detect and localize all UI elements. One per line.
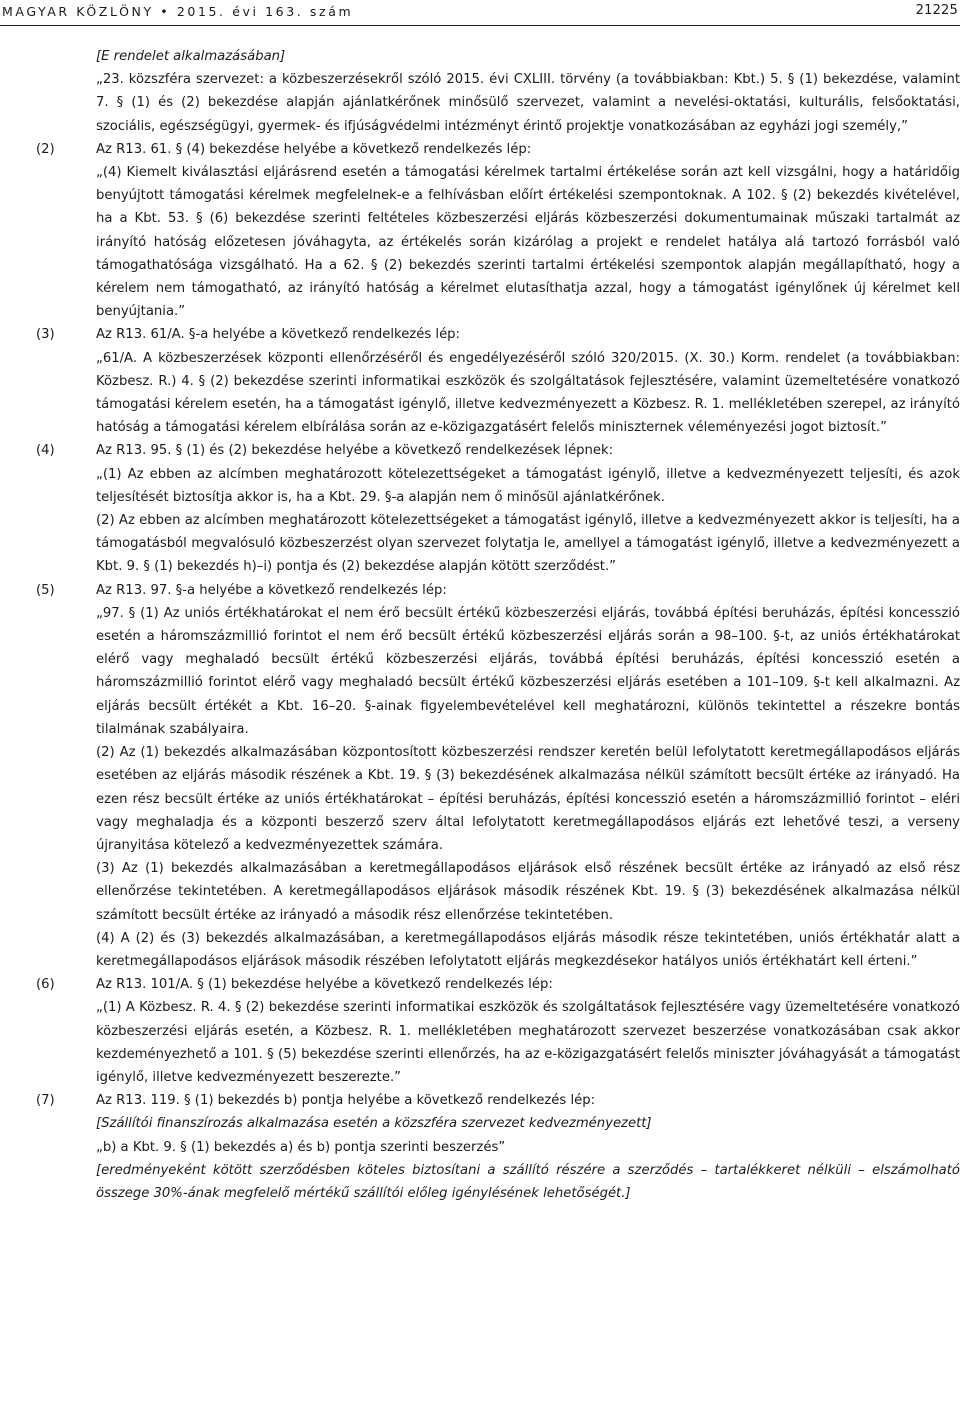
section-intro: Az R13. 61/A. §-a helyébe a következő rendelkezés lép: <box>96 327 460 343</box>
quoted-provision: (2) Az (1) bekezdés alkalmazásában központosított közbeszerzési rendszer keretén belül lefolytatott keretmegállapodásos eljárás esetében az eljárás második részének a Kbt. 19. § (3) bekezdésének alkalmazása nélkül számított becsült értéke az irányadó. Ha ezen rész becsült értéke az uniós értékhatárokat – építési beruházás, építési koncesszió esetén a háromszázmillió forintot – eléri vagy meghaladja és a központi beszerző szerv által lefolytatott keretmegállapodásos eljárás ezt lehetővé teszi, a verseny újranyitása kötelező a kedvezményezettek számára. <box>96 745 960 853</box>
quoted-provision: „(4) Kiemelt kiválasztási eljárásrend esetén a támogatási kérelmek tartalmi értékelése során azt kell vizsgálni, hogy a határidőig benyújtott támogatási kérelmek megfelelnek-e a felhívásban előírt értékelési szempontoknak. A 102. § (2) bekezdés kivételével, ha a Kbt. 53. § (6) bekezdése szerinti feltételes közbeszerzési eljárás közbeszerzési dokumentumainak műszaki tartalmát az irányító hatóság előzetesen jóváhagyta, az értékelés során kizárólag a projekt e rendelet hatálya alá tartozó forrásból való támogathatósága vizsgálható. Ha a 62. § (2) bekezdés szerinti tartalmi értékelési szempontok alapján megállapítható, hogy a kérelem nem támogatható, az irányító hatóság a kérelmet elutasíthatja azzal, hogy a támogatást igénylőnek új kérelmet kell benyújtania.” <box>96 165 960 320</box>
section-6 <box>0 973 960 996</box>
page-number: 21225 <box>915 3 958 18</box>
section-intro: Az R13. 97. §-a helyébe a következő rendelkezés lép: <box>96 582 447 598</box>
section-number: (4) <box>36 443 55 459</box>
quoted-provision: „61/A. A közbeszerzések központi ellenőrzéséről és engedélyezéséről szóló 320/2015. (X. 30.) Korm. rendelet (a továbbiakban: Közbesz. R.) 4. § (2) bekezdése szerinti informatikai eszközök és szolgáltatások fejlesztésére, valamint üzemeltetésére vonatkozó támogatási kérelem esetén, ha a támogatást igénylő, illetve kedvezményezett a Közbesz. R. 1. mellékletében szerepel, az irányító hatóság a támogatási kérelem elbírálása során az e-közigazgatásért felelős miniszternek véleményezési jogot biztosít.” <box>96 350 960 436</box>
publication-title: MAGYAR KÖZLÖNY • 2015. évi 163. szám <box>2 4 354 19</box>
quoted-provision: (2) Az ebben az alcímben meghatározott kötelezettségeket a támogatást igénylő, illetve a kedvezményezett akkor is teljesíti, ha a támogatásból megvalósuló közbeszerzést olyan szervezet folytatja le, amellyel a támogatást igénylő, illetve a kedvezményezett a Kbt. 9. § (1) bekezdés h)–i) pontja és (2) bekezdése alapján kötött szerződést.” <box>96 513 960 575</box>
section-intro: Az R13. 95. § (1) és (2) bekezdése helyébe a következő rendelkezések lépnek: <box>96 443 614 459</box>
running-header <box>0 0 960 22</box>
section-number: (5) <box>36 582 55 598</box>
context-note: [Szállítói finanszírozás alkalmazása esetén a közszféra szervezet kedvezményezett] <box>96 1116 652 1132</box>
quoted-provision: „97. § (1) Az uniós értékhatárokat el nem érő becsült értékű közbeszerzési eljárás, továbbá építési beruházás, építési koncesszió esetén a háromszázmillió forintot el nem érő becsült értékű közbeszerzési eljárás során a 98–100. §-t, az uniós értékhatárokat elérő vagy meghaladó becsült értékű közbeszerzési eljárás, továbbá építési beruházás, építési koncesszió esetén a háromszázmillió forintot elérő vagy meghaladó becsült értékű közbeszerzési eljárás esetében a 101–109. §-t kell alkalmazni. Az eljárás becsült értékét a Kbt. 16–20. §-ainak figyelembevételével kell meghatározni, különös tekintettel a részekre bontás tilalmának szabályaira. <box>96 605 960 737</box>
section-4 <box>0 439 960 462</box>
amended-definition: „23. közszféra szervezet: a közbeszerzésekről szóló 2015. évi CXLIII. törvény (a továbbiakban: Kbt.) 5. § (1) bekezdése, valamint 7. § (1) és (2) bekezdése alapján ajánlatkérőnek minősülő szervezet, valamint a nevelési-oktatási, kulturális, felsőoktatási, szociális, egészségügyi, gyermek- és ifjúságvédelmi intézményt érintő projektje vonatkozásában az egyházi jogi személy,” <box>96 72 960 134</box>
context-note: [eredményeként kötött szerződésben köteles biztosítani a szállító részére a szerződés – tartalékkeret nélküli – elszámolható összege 30%-ának megfelelő mértékű szállítói előleg igénylésének lehetőségét.] <box>96 1162 960 1201</box>
section-number: (3) <box>36 327 55 343</box>
quoted-provision: „b) a Kbt. 9. § (1) bekezdés a) és b) pontja szerinti beszerzés” <box>96 1139 506 1155</box>
section-number: (6) <box>36 977 55 993</box>
section-5 <box>0 579 960 602</box>
quoted-provision: „(1) Az ebben az alcímben meghatározott kötelezettségeket a támogatást igénylő, illetve a kedvezményezett teljesíti, és azok teljesítését biztosítja akkor is, ha a Kbt. 29. §-a alapján nem ő minősül ajánlatkérőnek. <box>96 466 960 505</box>
section-number: (2) <box>36 141 55 157</box>
document-body <box>0 45 960 1205</box>
section-7 <box>0 1089 960 1112</box>
context-note: [E rendelet alkalmazásában] <box>96 49 286 64</box>
header-rule <box>0 25 960 26</box>
quoted-provision: (4) A (2) és (3) bekezdés alkalmazásában, a keretmegállapodásos eljárás második része tekintetében, uniós értékhatár alatt a keretmegállapodásos eljárások második részében lefolytatott eljárás megkezdésekor hatályos uniós értékhatárt kell érteni.” <box>96 930 960 969</box>
section-2 <box>0 138 960 161</box>
section-number: (7) <box>36 1093 55 1109</box>
quoted-provision: (3) Az (1) bekezdés alkalmazásában a keretmegállapodásos eljárások első részének becsült értéke az irányadó az első rész ellenőrzése tekintetében. A keretmegállapodásos eljárások második részének Kbt. 19. § (3) bekezdésének alkalmazása nélkül számított becsült értéke az irányadó a második rész ellenőrzése tekintetében. <box>96 861 960 923</box>
section-intro: Az R13. 119. § (1) bekezdés b) pontja helyébe a következő rendelkezés lép: <box>96 1093 596 1109</box>
section-3 <box>0 323 960 346</box>
section-intro: Az R13. 101/A. § (1) bekezdése helyébe a következő rendelkezés lép: <box>96 977 553 993</box>
section-intro: Az R13. 61. § (4) bekezdése helyébe a következő rendelkezés lép: <box>96 141 532 157</box>
quoted-provision: „(1) A Közbesz. R. 4. § (2) bekezdése szerinti informatikai eszközök és szolgáltatások fejlesztésére vagy üzemeltetésére vonatkozó közbeszerzési eljárás esetén, a Közbesz. R. 1. mellékletében meghatározott szervezet beszerzése vonatkozásában csak akkor kezdeményezhető a 101. § (5) bekezdése szerinti ellenőrzés, ha az e-közigazgatásért felelős miniszter jóváhagyását a támogatást igénylő, illetve kedvezményezett beszerezte.” <box>96 1000 960 1085</box>
